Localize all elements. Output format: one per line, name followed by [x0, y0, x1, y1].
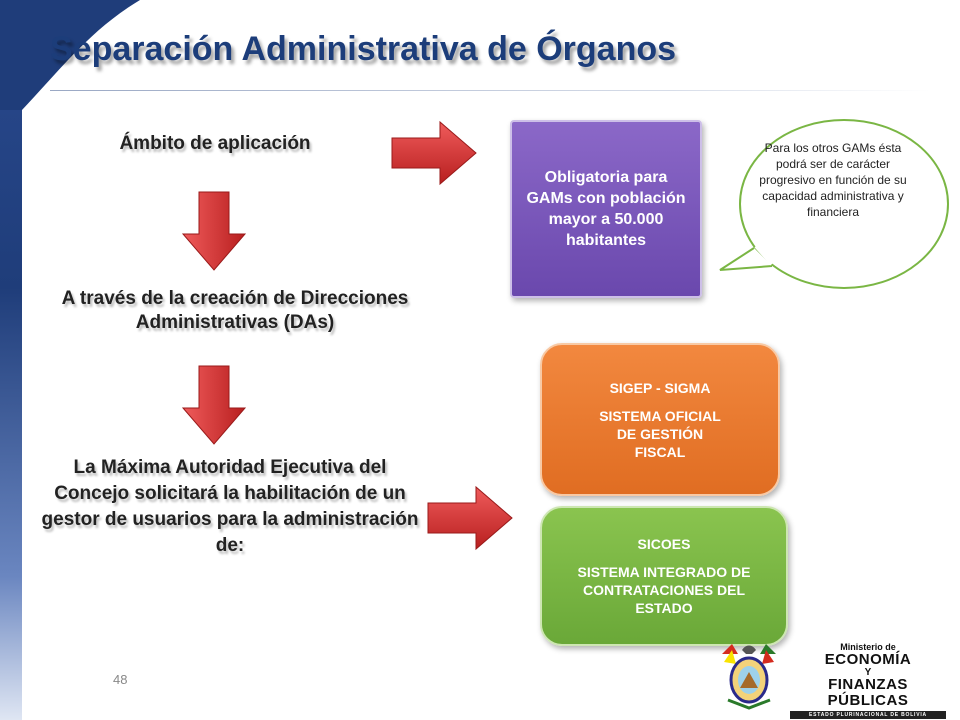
directions-label: A través de la creación de Direcciones Administrativas (DAs)	[61, 288, 409, 333]
sicoes-title: SICOES	[637, 536, 691, 552]
bolivia-coat-of-arms-icon	[718, 640, 780, 712]
sigep-box	[540, 343, 780, 496]
red-right-arrow-icon	[392, 122, 476, 184]
sicoes-description: SISTEMA INTEGRADO DE CONTRATACIONES DEL ESTADO	[577, 564, 751, 616]
slide-title: Separación Administrativa de Órganos	[50, 30, 677, 68]
page-number: 48	[113, 672, 128, 687]
ministry-wordmark	[790, 640, 946, 719]
red-down-arrow-icon	[183, 192, 245, 270]
ministry-line4: FINANZAS PÚBLICAS	[827, 676, 909, 709]
mae-request-label: La Máxima Autoridad Ejecutiva del Concejo solicitará la habilitación de un gestor de usuarios para la administración de:	[41, 457, 419, 556]
red-down-arrow-icon	[183, 366, 245, 444]
ministry-line3: Y	[864, 667, 872, 678]
title-underline	[50, 90, 930, 91]
sigep-title: SIGEP - SIGMA	[609, 379, 711, 396]
ministry-line1: Ministerio de	[840, 642, 896, 652]
ministry-logo	[718, 640, 948, 716]
ministry-line2: ECONOMÍA	[824, 651, 912, 668]
red-right-arrow-icon	[428, 487, 512, 549]
ministry-line5: ESTADO PLURINACIONAL DE BOLIVIA	[790, 711, 946, 719]
sicoes-box	[540, 506, 788, 646]
mandatory-box	[510, 120, 702, 298]
callout-text: Para los otros GAMs ésta podrá ser de carácter progresivo en función de su capacidad administrativa y financiera	[759, 141, 907, 219]
mandatory-text: Obligatoria para GAMs con población mayor a 50.000 habitantes	[526, 169, 686, 249]
scope-label: Ámbito de aplicación	[119, 133, 311, 154]
sigep-description: SISTEMA OFICIAL DE GESTIÓN FISCAL	[599, 407, 721, 460]
